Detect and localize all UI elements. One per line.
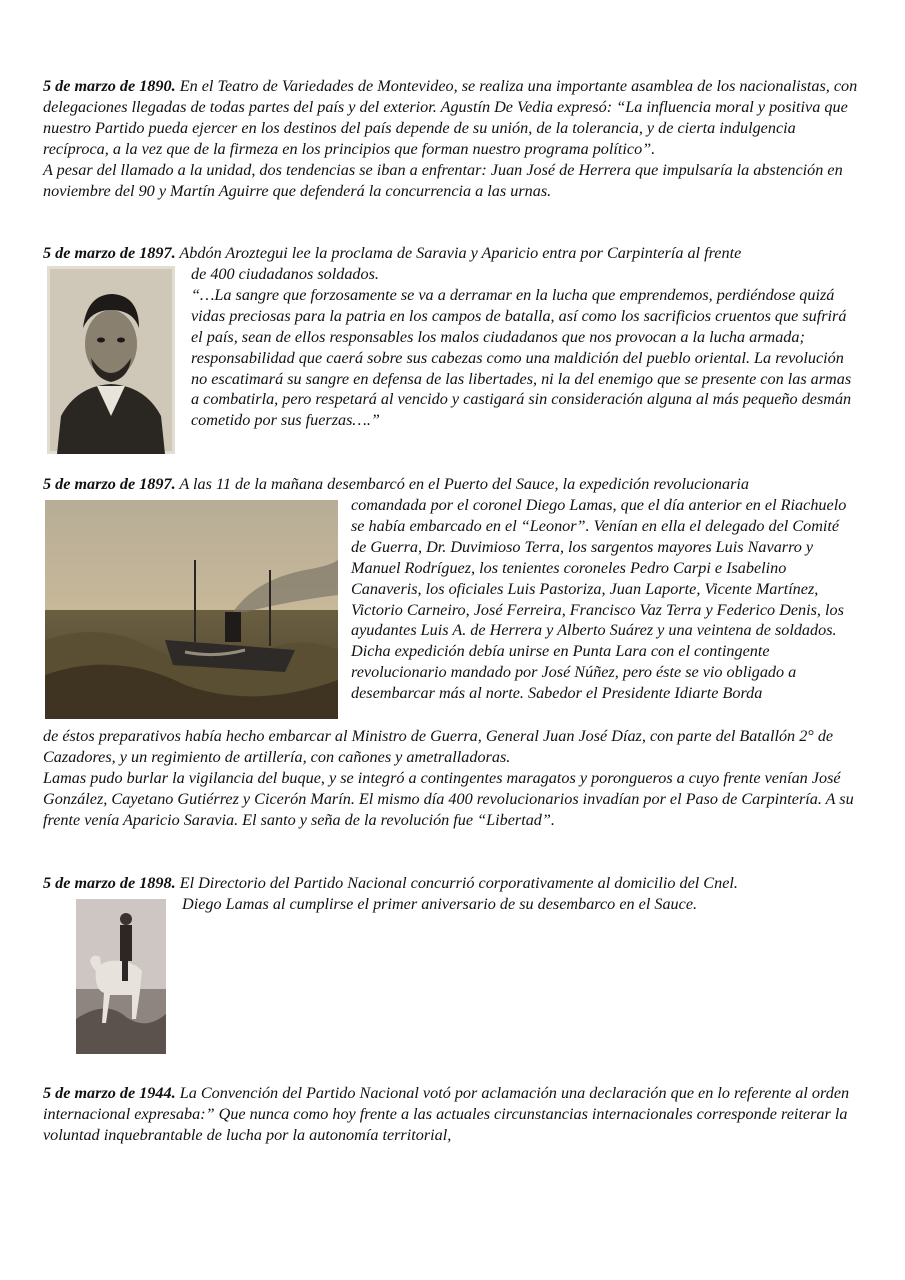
entry-text: A las 11 de la mañana desembarcó en el Puerto del Sauce, la expedición revolucionaria [175, 475, 749, 493]
entry-1897-proclama [43, 243, 863, 264]
proclama-quote: “…La sangre que forzosamente se va a derramar en la lucha que emprendemos, perdiéndose quizá vidas preciosas para la patria en los campos de batalla, así como los sacrificios cruentos que sufrirá el país, sean de ellos responsables los malos ciudadanos que nos provocan a la lucha armada; responsabilidad que caerá sobre sus cabezas como una maldición del pueblo oriental. La revolución no escatimará su sangre en defensa de las libertades, ni la del enemigo que se presente con las armas a combatirla, pero respetará al vencido y castigará sin consideración alguna al más pequeño desmán cometido por sus fuerzas….” [191, 285, 852, 430]
entry-1897-desembarco-side [351, 495, 856, 704]
entry-date: 5 de marzo de 1944. [43, 1084, 176, 1102]
landing-side-text: comandada por el coronel Diego Lamas, que el día anterior en el Riachuelo se había embarcado en el “Leonor”. Venían en ella el delegado del Comité de Guerra, Dr. Duvimioso Terra, los sargentos mayores Luis Navarro y Manuel Rodríguez, los tenientes coroneles Pedro Carpi e Isabelino Canaveris, los oficiales Luis Pastoriza, Juan Laporte, Vicente Martínez, Victorio Carneiro, José Ferreira, Francisco Vaz Terra y Federico Denis, los ayudantes Luis A. de Herrera y Alberto Suárez y una veintena de soldados. [351, 496, 847, 640]
landing-full-text: de éstos preparativos había hecho embarcar al Ministro de Guerra, General Juan José Díaz, con parte del Batallón 2° de Cazadores, y un regimiento de artillería, con cañones y ametralladoras. [43, 727, 834, 766]
entry-1898 [43, 873, 863, 894]
entry-text: Abdón Aroztegui lee la proclama de Saravia y Aparicio entra por Carpintería al frente [175, 244, 742, 262]
ship-image [45, 500, 338, 719]
entry-first-line [43, 243, 863, 264]
entry-date: 5 de marzo de 1898. [43, 874, 176, 892]
entry-first-line [43, 873, 863, 894]
entry-date: 5 de marzo de 1890. [43, 77, 176, 95]
entry-1898-line2 [182, 894, 842, 915]
entry-1890-continuation: A pesar del llamado a la unidad, dos tendencias se iban a enfrentar: Juan José de Herrera que impulsaría la abstención en noviembre del 90 y Martín Aguirre que defenderá la concurrencia a las urnas. [43, 160, 843, 200]
entry-first-line [43, 474, 863, 495]
entry-text: La Convención del Partido Nacional votó por aclamación una declaración que en lo referente al orden internacional expresaba:” Que nunca como hoy frente a las actuales circunstancias internacionales corresponde reiterar la voluntad inquebrantable de lucha por la autonomía territorial, [43, 1084, 850, 1144]
portrait-image [47, 266, 175, 454]
entry-1890-paragraph [43, 76, 863, 160]
entry-1897-proclama-body [191, 264, 853, 431]
entry-text: El Directorio del Partido Nacional concurrió corporativamente al domicilio del Cnel. [175, 874, 738, 892]
entry-text: En el Teatro de Variedades de Montevideo, se realiza una importante asamblea de los nacionalistas, con delegaciones llegadas de todas partes del país y del exterior. Agustín De Vedia expresó: “La influencia moral y positiva que nuestro Partido pueda ejercer en los destinos del país depende de su unión, de la tolerancia, y de cierta indulgencia recíproca, a la vez que de la firmeza en los principios que forman nuestro programa político”. [43, 77, 858, 158]
entry-1890 [43, 76, 863, 201]
entry-1944 [43, 1083, 863, 1146]
landing-full-text-2: Lamas pudo burlar la vigilancia del buque, y se integró a contingentes maragatos y porongueros a cuyo frente venían José González, Cayetano Gutiérrez y Cicerón Marín. El mismo día 400 revolucionarios invadían por el Paso de Carpintería. A su frente venía Aparicio Saravia. El santo y seña de la revolución fue “Libertad”. [43, 768, 854, 829]
entry-date: 5 de marzo de 1897. [43, 475, 176, 493]
landing-side-text-2: Dicha expedición debía unirse en Punta Lara con el contingente revolucionario mandado por José Núñez, pero éste se vio obligado a desembarcar más al norte. Sabedor el Presidente Idiarte Borda [351, 642, 797, 703]
entry-1897-desembarco-full [43, 726, 863, 831]
entry-date: 5 de marzo de 1897. [43, 244, 176, 262]
entry-1897-desembarco [43, 474, 863, 495]
rider-image [76, 899, 166, 1054]
entry-second-line: de 400 ciudadanos soldados. [191, 265, 379, 283]
entry-1944-paragraph [43, 1083, 863, 1146]
entry-second-line: Diego Lamas al cumplirse el primer aniversario de su desembarco en el Sauce. [182, 895, 698, 913]
